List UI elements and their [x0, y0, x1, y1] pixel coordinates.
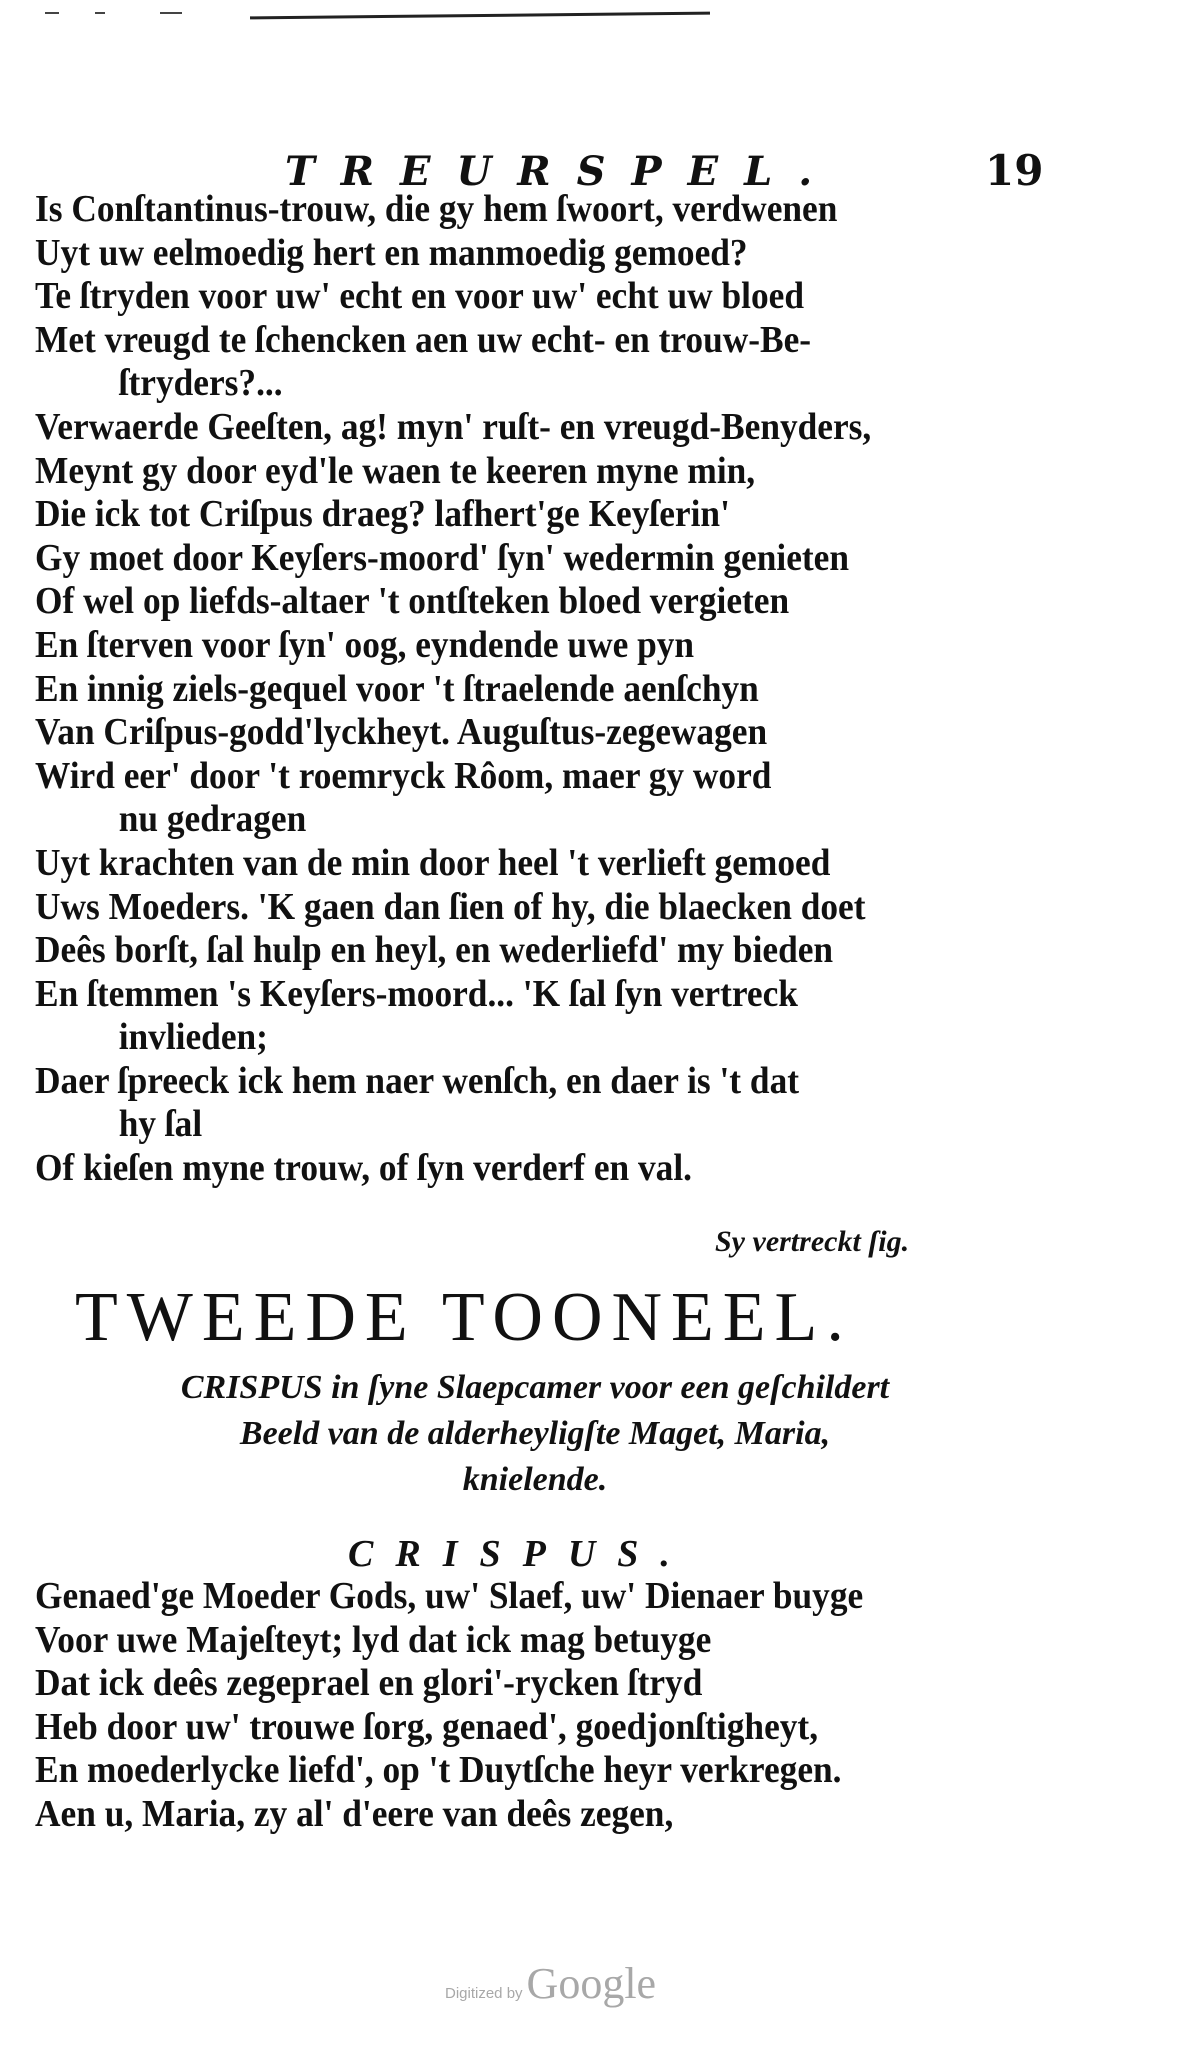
- verse-line: Wird eer' door 't roemryck Rôom, maer gy word: [35, 754, 772, 797]
- verse-line: Verwaerde Geeſten, ag! myn' ruſt- en vreugd-Benyders,: [35, 405, 872, 448]
- verse-block-2: [35, 1575, 974, 1837]
- scene-description: [35, 1365, 1035, 1503]
- google-logo-text: Google: [526, 1959, 657, 2008]
- verse-line: Daer ſpreeck ick hem naer wenſch, en daer is 't dat: [35, 1059, 800, 1102]
- verse-line: Uws Moeders. 'K gaen dan ſien of hy, die blaecken doet: [35, 885, 866, 928]
- verse-line: Gy moet door Keyſers-moord' ſyn' wedermin genieten: [35, 536, 849, 579]
- scan-artifact: [45, 12, 59, 14]
- scene-description-line: knielende.: [462, 1461, 608, 1498]
- verse-line-continuation: hy ſal: [118, 1103, 203, 1146]
- stage-direction: Sy vertreckt ſig.: [715, 1225, 910, 1258]
- verse-line: En innig ziels-gequel voor 't ſtraelende aenſchyn: [35, 667, 759, 710]
- verse-line: Van Criſpus-godd'lyckheyt. Auguſtus-zegewagen: [35, 711, 768, 754]
- scan-artifact: [160, 12, 182, 14]
- verse-line: Meynt gy door eyd'le waen te keeren myne min,: [35, 449, 756, 492]
- verse-line: Met vreugd te ſchencken aen uw echt- en trouw-Be-: [35, 318, 812, 361]
- scene-description-line: Beeld van de alderheyligſte Maget, Maria,: [239, 1415, 831, 1452]
- verse-line: En ſtemmen 's Keyſers-moord... 'K ſal ſyn vertreck: [35, 972, 798, 1015]
- verse-line: Is Conſtantinus-trouw, die gy hem ſwoort, verdwenen: [35, 188, 838, 230]
- scan-artifact: [95, 12, 105, 14]
- verse-line: Aen u, Maria, zy al' d'eere van deês zegen,: [35, 1792, 674, 1835]
- scan-edge-rule: [250, 12, 710, 20]
- scene-heading: TWEEDE TOONEEL.: [75, 1279, 853, 1356]
- digitized-by-google-watermark: [445, 1958, 656, 2009]
- running-title: TREURSPEL.: [285, 148, 839, 195]
- verse-line: En moederlycke liefd', op 't Duytſche heyr verkregen.: [35, 1749, 842, 1792]
- verse-line: Uyt uw eelmoedig hert en manmoedig gemoed?: [35, 231, 748, 274]
- verse-line: Te ſtryden voor uw' echt en voor uw' echt uw bloed: [35, 275, 804, 318]
- page-number: 19: [985, 146, 1044, 195]
- speaker-name: CRISPUS.: [348, 1533, 692, 1575]
- verse-line: Uyt krachten van de min door heel 't verlieft gemoed: [35, 841, 831, 884]
- verse-line-continuation: nu gedragen: [118, 798, 307, 841]
- verse-line: Of kieſen myne trouw, of ſyn verderf en val.: [35, 1147, 693, 1190]
- verse-line-continuation: ſtryders?...: [118, 362, 283, 405]
- verse-line: Genaed'ge Moeder Gods, uw' Slaef, uw' Dienaer buyge: [35, 1575, 864, 1617]
- scene-description-line: CRISPUS in ſyne Slaepcamer voor een geſchildert: [180, 1369, 890, 1406]
- verse-line: Heb door uw' trouwe ſorg, genaed', goedjonſtigheyt,: [35, 1705, 819, 1748]
- verse-line: Of wel op liefds-altaer 't ontſteken bloed vergieten: [35, 580, 790, 623]
- verse-line: En ſterven voor ſyn' oog, eyndende uwe pyn: [35, 623, 695, 666]
- watermark-prefix: Digitized by: [445, 1985, 523, 2002]
- verse-line: Voor uwe Majeſteyt; lyd dat ick mag betuyge: [35, 1618, 712, 1661]
- verse-line: Deês borſt, ſal hulp en heyl, en wederliefd' my bieden: [35, 929, 834, 972]
- verse-line: Die ick tot Criſpus draeg? lafhert'ge Keyſerin': [35, 493, 730, 536]
- verse-line-continuation: invlieden;: [118, 1016, 268, 1059]
- verse-block-1: [35, 188, 974, 1191]
- verse-line: Dat ick deês zegeprael en glori'-rycken ſtryd: [35, 1662, 703, 1705]
